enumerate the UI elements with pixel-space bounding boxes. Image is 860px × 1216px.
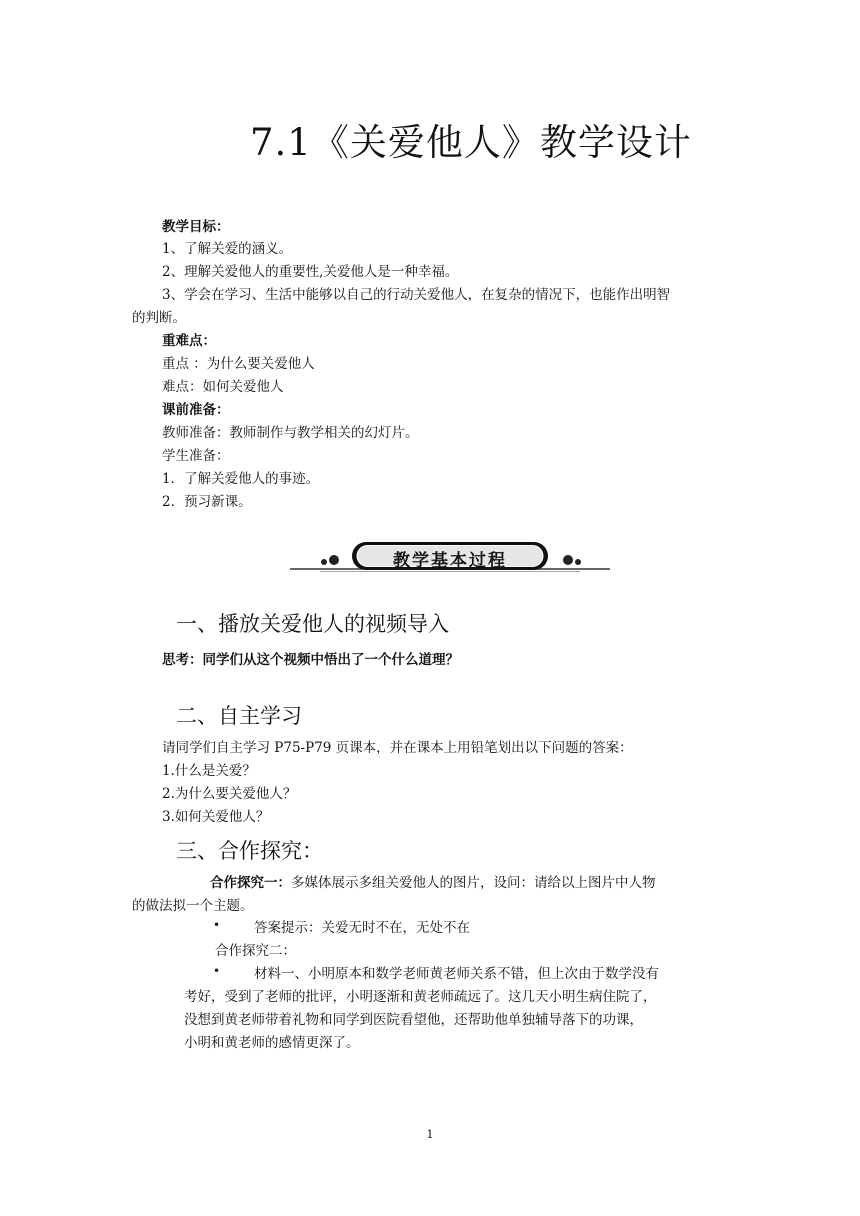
teacher-prep: 教师准备：教师制作与教学相关的幻灯片。 — [162, 425, 419, 441]
coop-2-material-line-1: 材料一、小明原本和数学老师黄老师关系不错，但上次由于数学没有 — [254, 966, 659, 982]
student-prep-2: 2．预习新课。 — [162, 494, 252, 510]
bullet-icon: • — [213, 964, 221, 978]
coop-1-text-line-2: 的做法拟一个主题。 — [132, 898, 254, 914]
document-title: 7.1《关爱他人》教学设计 — [250, 121, 692, 164]
key-heading: 重难点： — [162, 333, 216, 349]
coop-2-material-line-4: 小明和黄老师的感情更深了。 — [184, 1035, 360, 1051]
objective-2: 2、理解关爱他人的重要性,关爱他人是一种幸福。 — [162, 264, 459, 280]
objective-3-line-2: 的判断。 — [132, 310, 186, 326]
section-1-title: 一、播放关爱他人的视频导入 — [176, 612, 449, 636]
student-prep-heading: 学生准备： — [162, 448, 230, 464]
key-point: 重点 ：为什么要关爱他人 — [162, 356, 315, 372]
objective-3-line-1: 3、学会在学习、生活中能够以自己的行动关爱他人，在复杂的情况下，也能作出明智 — [162, 287, 671, 303]
section-1-question: 思考：同学们从这个视频中悟出了一个什么道理？ — [162, 652, 459, 668]
bullet-icon: • — [213, 918, 221, 932]
banner-text: 教学基本过程 — [393, 551, 507, 571]
coop-2-material-line-3: 没想到黄老师带着礼物和同学到医院看望他，还帮助他单独辅导落下的功课， — [184, 1012, 643, 1028]
coop-1-text: 多媒体展示多组关爱他人的图片，设问：请给以上图片中人物 — [291, 875, 656, 891]
coop-1-paragraph — [210, 872, 656, 894]
coop-2-label: 合作探究二： — [215, 943, 296, 959]
coop-1-answer: 答案提示：关爱无时不在，无处不在 — [254, 920, 470, 936]
section-2-question-3: 3.如何关爱他人？ — [162, 809, 270, 825]
coop-1-label: 合作探究一： — [210, 875, 291, 891]
section-2-question-1: 1.什么是关爱？ — [162, 763, 256, 779]
coop-2-material-line-2: 考好，受到了老师的批评，小明逐渐和黄老师疏远了。这几天小明生病住院了， — [184, 989, 657, 1005]
prep-heading: 课前准备： — [162, 402, 230, 418]
section-2-title: 二、自主学习 — [176, 704, 302, 728]
section-2-question-2: 2.为什么要关爱他人？ — [162, 786, 297, 802]
objectives-heading: 教学目标： — [162, 219, 230, 235]
student-prep-1: 1．了解关爱他人的事迹。 — [162, 471, 320, 487]
objective-1: 1、了解关爱的涵义。 — [162, 241, 293, 257]
section-3-title: 三、合作探究： — [176, 839, 323, 863]
process-banner — [290, 538, 610, 574]
page-number: 1 — [426, 1128, 434, 1141]
section-2-intro: 请同学们自主学习 P75-P79 页课本，并在课本上用铅笔划出以下问题的答案： — [162, 740, 633, 756]
difficult-point: 难点：如何关爱他人 — [162, 379, 284, 395]
